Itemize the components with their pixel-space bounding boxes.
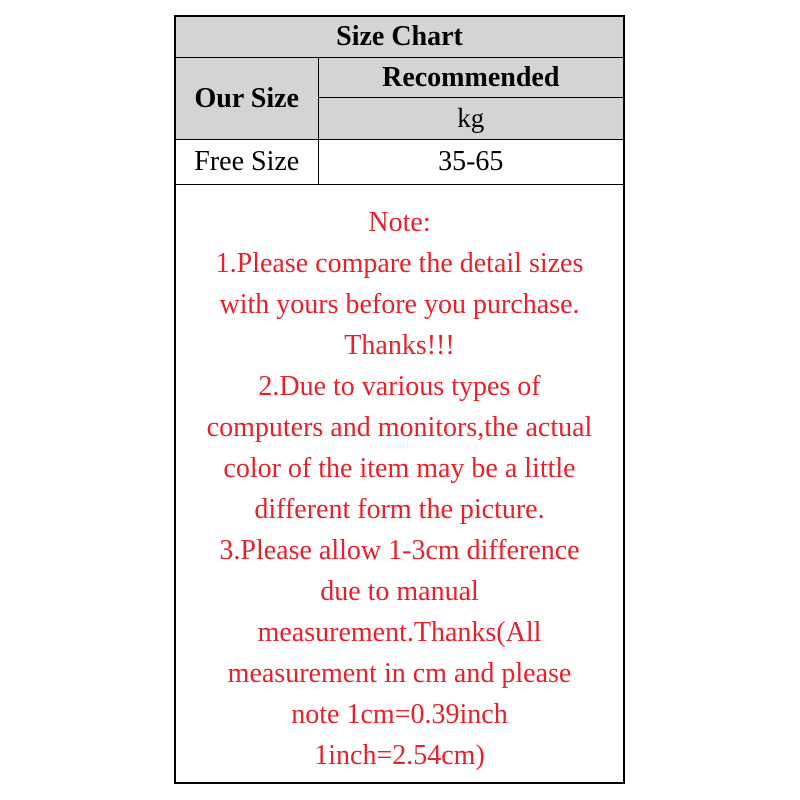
note-line: color of the item may be a little — [223, 453, 576, 484]
recommended-header: Recommended — [318, 58, 623, 98]
note-line: measurement in cm and please — [227, 658, 572, 689]
note-text-block — [176, 202, 623, 776]
note-line: with yours before you purchase. — [219, 289, 580, 320]
note-line: different form the picture. — [254, 494, 545, 525]
size-chart-table — [176, 17, 623, 185]
note-line: Thanks!!! — [344, 330, 455, 361]
note-line: 1.Please compare the detail sizes — [215, 248, 584, 279]
unit-header: kg — [318, 98, 623, 140]
note-line: computers and monitors,the actual — [206, 412, 593, 443]
title-row — [176, 17, 623, 58]
note-line: due to manual — [320, 576, 479, 607]
header-row — [176, 58, 623, 98]
size-chart-title: Size Chart — [176, 17, 623, 58]
size-chart-card — [174, 15, 625, 784]
recommended-value-cell: 35-65 — [318, 140, 623, 185]
note-line: 3.Please allow 1-3cm difference — [219, 535, 580, 566]
note-line: 2.Due to various types of — [258, 371, 541, 402]
our-size-header: Our Size — [176, 58, 318, 140]
table-row — [176, 140, 623, 185]
note-line: note 1cm=0.39inch — [291, 699, 508, 730]
note-line: measurement.Thanks(All — [257, 617, 542, 648]
note-line: 1inch=2.54cm) — [314, 740, 485, 771]
size-cell: Free Size — [176, 140, 318, 185]
note-heading: Note: — [368, 207, 431, 238]
